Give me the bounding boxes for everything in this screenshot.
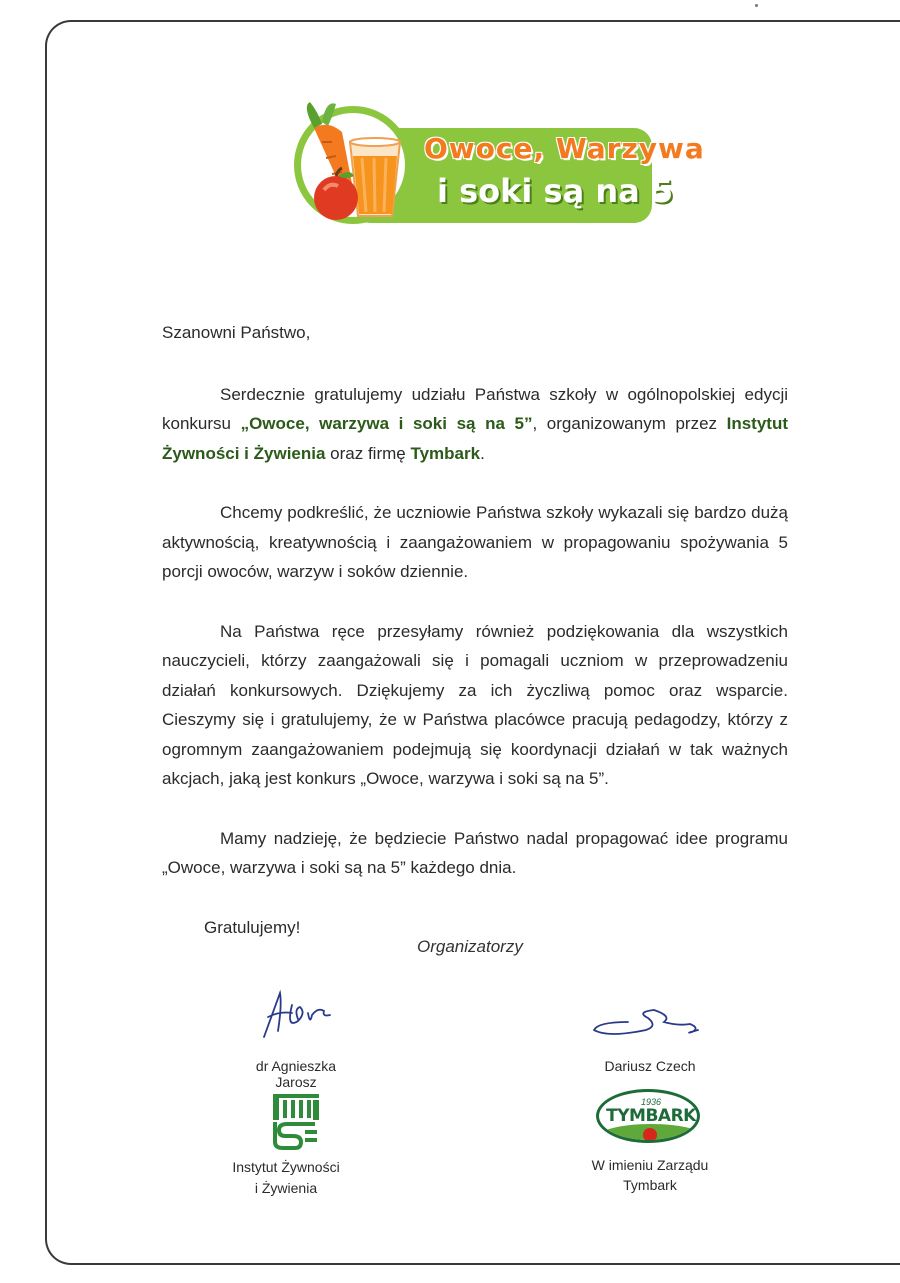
tymbark-caption-line2: Tymbark — [623, 1177, 677, 1193]
tymbark-caption — [580, 1155, 720, 1195]
tymbark-wordmark: TYMBARK — [606, 1106, 696, 1126]
logo-title-line2: i soki są na 5 — [437, 172, 674, 210]
scan-speck — [755, 4, 758, 7]
fruit-juice-icon — [292, 98, 432, 233]
izz-logo-icon — [271, 1092, 321, 1150]
paragraph-1 — [162, 380, 788, 469]
institute-caption — [216, 1157, 356, 1199]
closing: Gratulujemy! — [204, 917, 301, 937]
company-name: Tymbark — [410, 443, 481, 463]
apple-icon — [643, 1128, 657, 1142]
p1-text-2: , organizowanym przez — [532, 414, 727, 433]
tymbark-caption-line1: W imieniu Zarządu — [591, 1157, 709, 1173]
tymbark-year: 1936 — [640, 1097, 662, 1107]
tymbark-logo — [596, 1085, 700, 1147]
campaign-logo — [292, 98, 705, 233]
contest-name: „Owoce, warzywa i soki są na 5” — [240, 414, 533, 433]
p1-text-4: . — [480, 443, 485, 463]
paragraph-2: Chcemy podkreślić, że uczniowie Państwa szkoły wykazali się bardzo dużą aktywnością, kreatywnością i zaangażowaniem w propagowaniu spożywania 5 porcji owoców, warzyw i soków dziennie. — [162, 503, 788, 581]
p1-text-3: oraz firmę — [325, 443, 411, 463]
p1-text-1: Serdecznie gratulujemy udziału Państwa szkoły w ogólnopolskiej edycji konkursu — [162, 384, 788, 433]
signatory-name-left: dr Agnieszka Jarosz — [255, 1058, 337, 1090]
institute-caption-line1: Instytut Żywności — [232, 1159, 340, 1175]
logo-title-line1: Owoce, Warzywa — [424, 132, 705, 165]
paragraph-3: Na Państwa ręce przesyłamy również podziękowania dla wszystkich nauczycieli, którzy zaangażowali się i pomagali uczniom w przeprowadzeniu działań konkursowych. Dziękujemy za ich życzliwą pomoc oraz wsparcie. Cieszymy się i gratulujemy, że w Państwa placówce pracują pedagodzy, którzy z ogromnym zaangażowaniem podejmują się koordynacji działań w tak ważnych akcjach, jaką jest konkurs „Owoce, warzywa i soki są na 5”. — [162, 621, 788, 788]
institute-caption-line2: i Żywienia — [254, 1180, 318, 1196]
paragraph-4: Mamy nadzieję, że będziecie Państwo nadal propagować idee programu „Owoce, warzywa i soki są na 5” każdego dnia. — [162, 828, 788, 877]
tymbark-oval — [596, 1089, 700, 1143]
signatory-name-right: Dariusz Czech — [604, 1058, 696, 1074]
institute-name: Instytut Żywności i Żywienia — [162, 414, 789, 463]
signature-left — [250, 985, 350, 1045]
salutation: Szanowni Państwo, — [162, 323, 311, 342]
organizers-heading: Organizatorzy — [417, 937, 523, 956]
signature-right — [588, 1000, 708, 1040]
letter-body — [162, 318, 788, 942]
